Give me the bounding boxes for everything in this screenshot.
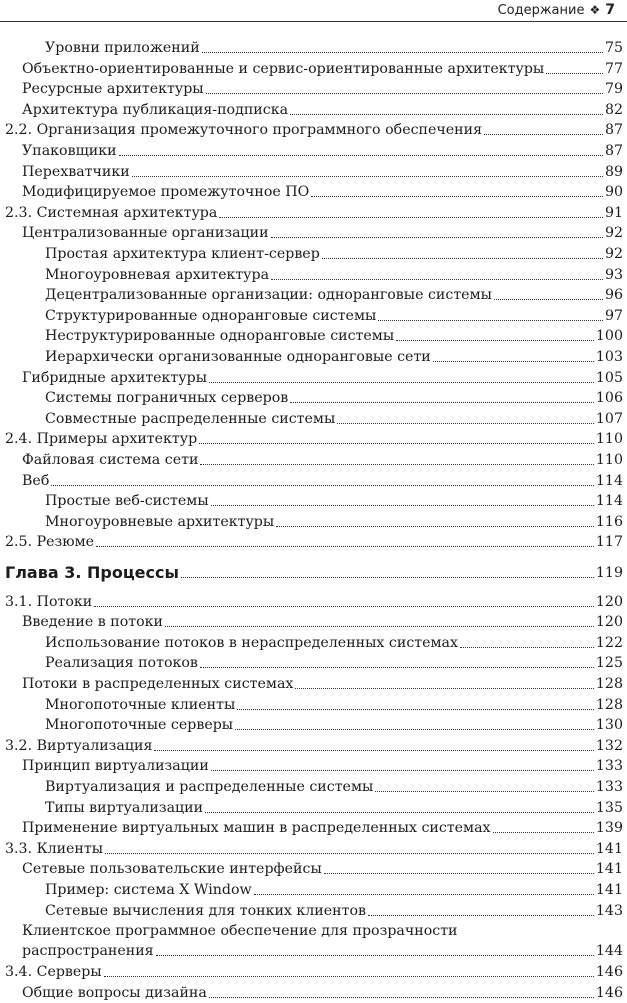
- dot-leader: [200, 460, 594, 465]
- toc-entry-title: Ресурсные архитектуры: [22, 81, 204, 98]
- toc-entry-title: Многопоточные клиенты: [45, 696, 236, 713]
- toc-entry: [0, 79, 627, 99]
- toc-entry: [0, 223, 627, 243]
- dot-leader: [546, 69, 603, 74]
- toc-entry-title: Виртуализация и распределенные системы: [45, 779, 374, 795]
- toc-entry: [0, 162, 627, 182]
- toc-entry-title: Упаковщики: [22, 143, 117, 159]
- toc-page-number: 116: [595, 513, 623, 530]
- toc-entry: [0, 388, 627, 408]
- toc-page-number: 82: [604, 101, 623, 118]
- dot-leader: [209, 993, 594, 998]
- dot-leader: [211, 501, 594, 506]
- toc-page-number: 128: [595, 676, 623, 692]
- toc-entry-title: Архитектура публикация-подписка: [22, 101, 289, 118]
- toc-entry-title: 3.2. Виртуализация: [5, 737, 153, 754]
- toc-page-number: 87: [604, 143, 623, 159]
- toc-page-number: 77: [604, 60, 623, 77]
- toc-entry-title: 2.5. Резюме: [5, 534, 95, 551]
- toc-entry-title: 3.4. Серверы: [5, 964, 102, 981]
- toc-page-number: 133: [595, 779, 623, 795]
- toc-entry-title: Пример: система X Window: [45, 882, 252, 898]
- toc-page-number: 105: [595, 369, 623, 386]
- toc-page-number: 92: [604, 246, 623, 262]
- toc-entry: [0, 409, 627, 429]
- toc-entry: [0, 265, 627, 285]
- toc-entry-title: Веб: [22, 472, 50, 489]
- toc-entry-title: Сетевые вычисления для тонких клиентов: [45, 902, 366, 919]
- toc-entry-title: Объектно-ориентированные и сервис-ориентированные архитектуры: [22, 60, 545, 77]
- dot-leader: [119, 151, 603, 156]
- toc-entry: [0, 38, 627, 58]
- dot-leader: [206, 89, 603, 94]
- toc-page-number: 107: [595, 410, 623, 427]
- toc-entry: [0, 839, 627, 859]
- toc-entry: [0, 244, 627, 264]
- toc-entry: [0, 736, 627, 756]
- dot-leader: [156, 951, 594, 956]
- toc-entry: [0, 450, 627, 470]
- toc-entry: [0, 818, 627, 838]
- toc-entry-title: Простые веб-системы: [45, 493, 209, 510]
- dot-leader: [433, 357, 594, 362]
- dot-leader: [311, 192, 603, 197]
- toc-page-number: 143: [595, 902, 623, 919]
- toc-entry-title: Типы виртуализации: [45, 799, 204, 816]
- toc-entry: [0, 471, 627, 491]
- header-section-title: Содержание: [497, 3, 585, 18]
- header-page-number: 7: [605, 2, 615, 18]
- toc-entry-title: Многоуровневые архитектуры: [45, 513, 275, 530]
- dot-leader: [378, 316, 603, 321]
- toc-page-number: 125: [595, 655, 623, 672]
- dot-leader: [290, 110, 603, 115]
- toc-page-number: 75: [604, 40, 623, 56]
- toc-entry-title: Перехватчики: [22, 163, 130, 180]
- toc-page-number: 132: [595, 737, 623, 754]
- dot-leader: [396, 336, 594, 341]
- toc-entry: [0, 921, 627, 961]
- toc-page-number: 114: [595, 472, 623, 489]
- toc-page-number: 128: [595, 696, 623, 713]
- toc-entry-title: Введение в потоки: [22, 614, 163, 631]
- toc-entry-title: 3.3. Клиенты: [5, 840, 104, 857]
- toc-page-number: 91: [604, 204, 623, 221]
- dot-leader: [205, 808, 594, 813]
- toc-page-number: 146: [595, 985, 623, 1001]
- dot-leader: [154, 746, 594, 751]
- toc-entry: [0, 203, 627, 223]
- dot-leader: [96, 542, 594, 547]
- toc-entry-title: Клиентское программное обеспечение для прозрачности: [22, 923, 458, 940]
- toc-entry: [0, 715, 627, 735]
- dot-leader: [375, 787, 594, 792]
- toc-entry-title: Уровни приложений: [45, 40, 200, 56]
- toc-entry-title: Структурированные одноранговые системы: [45, 307, 377, 324]
- toc-entry: [0, 306, 627, 326]
- toc-page-number: 130: [595, 717, 623, 734]
- toc-entry-title: Применение виртуальных машин в распределенных системах: [22, 820, 491, 837]
- toc-page-number: 139: [595, 820, 623, 837]
- toc-entry: [0, 633, 627, 653]
- toc-page-number: 106: [595, 390, 623, 407]
- toc-entry: [0, 777, 627, 797]
- toc-page-number: 92: [604, 225, 623, 242]
- toc-entry-title: Совместные распределенные системы: [45, 410, 336, 427]
- toc-entry: [0, 141, 627, 161]
- toc-entry: [0, 512, 627, 532]
- dot-leader: [237, 705, 594, 710]
- dot-leader: [105, 849, 594, 854]
- toc-entry: [0, 532, 627, 552]
- dot-leader: [209, 378, 594, 383]
- dot-leader: [165, 622, 594, 627]
- dot-leader: [211, 766, 594, 771]
- toc-entry: [0, 695, 627, 715]
- toc-page-number: 90: [604, 184, 623, 201]
- toc-entry: [0, 182, 627, 202]
- dot-leader: [254, 890, 594, 895]
- dot-leader: [271, 275, 603, 280]
- dot-leader: [324, 869, 594, 874]
- toc-entry-title: Децентрализованные организации: одноранговые системы: [45, 287, 492, 304]
- toc-entry: [0, 612, 627, 632]
- toc-entry: [0, 880, 627, 900]
- toc-entry-title: Использование потоков в нераспределенных системах: [45, 634, 459, 651]
- toc-entry-title: 2.4. Примеры архитектур: [5, 431, 198, 448]
- dot-leader: [494, 295, 603, 300]
- dot-leader: [235, 725, 594, 730]
- toc-page-number: 122: [595, 634, 623, 651]
- toc-entry-title: Централизованные организации: [22, 225, 269, 242]
- toc-page-number: 144: [595, 943, 623, 960]
- toc-entry: [0, 756, 627, 776]
- toc-page-number: 141: [595, 861, 623, 878]
- dot-leader: [484, 130, 603, 135]
- dot-leader: [276, 522, 594, 527]
- toc-entry-title: Модифицируемое промежуточное ПО: [22, 184, 310, 201]
- toc-entry-title: Общие вопросы дизайна: [22, 985, 207, 1001]
- toc-page-number: 120: [595, 614, 623, 631]
- toc-page-number: 141: [595, 882, 623, 898]
- toc-page-number: 79: [604, 81, 623, 98]
- toc-entry: [0, 100, 627, 120]
- header-divider: [0, 21, 627, 22]
- toc-entry-title: Глава 3. Процессы: [5, 563, 179, 582]
- toc-entry-title: 3.1. Потоки: [5, 593, 93, 610]
- dot-leader: [200, 663, 594, 668]
- toc-entry-title: Многопоточные серверы: [45, 717, 234, 734]
- toc-entry: [0, 798, 627, 818]
- toc-entry-title: Системы пограничных серверов: [45, 390, 289, 407]
- toc-entry-title: 2.2. Организация промежуточного программного обеспечения: [5, 122, 483, 139]
- diamond-ornament-icon: ❖: [589, 3, 601, 17]
- toc-page-number: 110: [595, 452, 623, 468]
- dot-leader: [290, 398, 594, 403]
- toc-entry-title: Многоуровневая архитектура: [45, 266, 270, 283]
- toc-entry: [0, 347, 627, 367]
- toc-entry: [0, 491, 627, 511]
- dot-leader: [271, 233, 603, 238]
- toc-entry: [0, 901, 627, 921]
- toc-entry-title: Сетевые пользовательские интерфейсы: [22, 861, 322, 878]
- running-header: [0, 0, 627, 22]
- dot-leader: [94, 602, 594, 607]
- toc-entry-title: Иерархически организованные одноранговые сети: [45, 349, 431, 365]
- dot-leader: [493, 828, 594, 833]
- toc-entry-title: Простая архитектура клиент-сервер: [45, 246, 320, 262]
- toc-entry-title-continued: распространения: [22, 943, 154, 960]
- toc-page-number: 103: [595, 349, 623, 365]
- toc-page-number: 119: [595, 565, 623, 581]
- toc-page-number: 97: [604, 307, 623, 324]
- dot-leader: [104, 972, 594, 977]
- toc-page-number: 110: [595, 431, 623, 448]
- toc-entry: [0, 674, 627, 694]
- dot-leader: [132, 172, 603, 177]
- dot-leader: [219, 213, 603, 218]
- toc-page-number: 117: [595, 534, 623, 551]
- toc-entry: [0, 368, 627, 388]
- toc-page-number: 135: [595, 799, 623, 816]
- toc-page-number: 96: [604, 287, 623, 304]
- dot-leader: [337, 419, 594, 424]
- toc-page-number: 93: [604, 266, 623, 283]
- dot-leader: [51, 481, 594, 486]
- toc-entry-title: Принцип виртуализации: [22, 758, 209, 775]
- dot-leader: [460, 643, 594, 648]
- dot-leader: [181, 573, 594, 578]
- toc-entry: [0, 983, 627, 1003]
- toc-page-number: 87: [604, 122, 623, 139]
- toc-entry-title: Потоки в распределенных системах: [22, 676, 294, 692]
- toc-entry: [0, 962, 627, 982]
- toc-page-number: 100: [595, 328, 623, 345]
- toc-page-number: 146: [595, 964, 623, 981]
- toc-page-number: 141: [595, 840, 623, 857]
- toc-entry: [0, 429, 627, 449]
- toc-page-number: 89: [604, 163, 623, 180]
- toc-entry-title: Гибридные архитектуры: [22, 369, 207, 386]
- toc-entry: [0, 653, 627, 673]
- toc-entry: [0, 59, 627, 79]
- toc-entry: [0, 859, 627, 879]
- toc-page-number: 133: [595, 758, 623, 775]
- toc-entry-title: Реализация потоков: [45, 655, 198, 672]
- toc-entry: [0, 592, 627, 612]
- dot-leader: [368, 911, 594, 916]
- toc-entry-title: Файловая система сети: [22, 452, 199, 468]
- toc-entry: [0, 285, 627, 305]
- toc-entry-title: Неструктурированные одноранговые системы: [45, 328, 395, 345]
- header-text: [498, 2, 615, 18]
- dot-leader: [199, 439, 594, 444]
- dot-leader: [322, 254, 603, 259]
- toc-entry: [0, 326, 627, 346]
- dot-leader: [295, 684, 594, 689]
- toc-page-number: 114: [595, 493, 623, 510]
- toc-entry-title: 2.3. Системная архитектура: [5, 204, 218, 221]
- toc-entry: [0, 120, 627, 140]
- toc-chapter-heading: [0, 563, 627, 583]
- toc-page-number: 120: [595, 593, 623, 610]
- dot-leader: [202, 48, 603, 53]
